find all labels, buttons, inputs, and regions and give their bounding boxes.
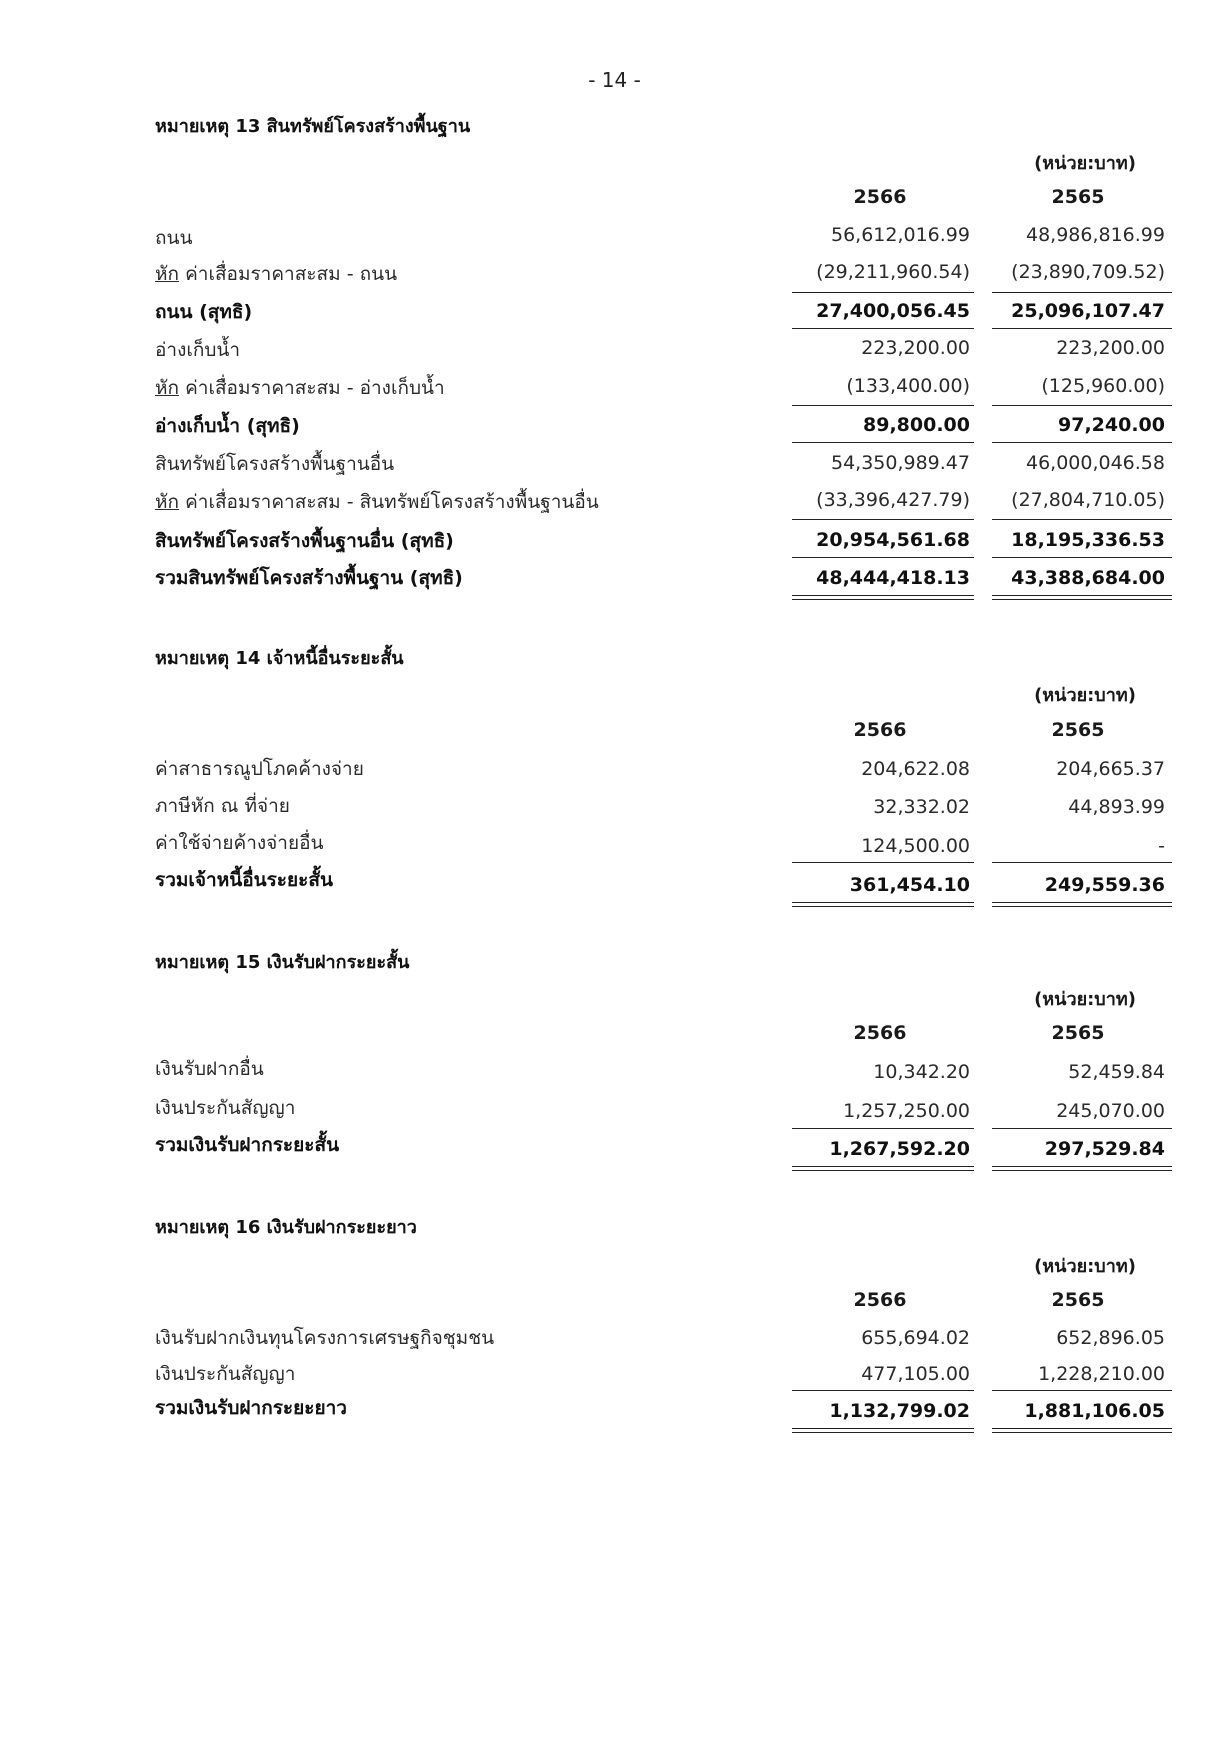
note-14-total-2565: 249,559.36 bbox=[1044, 874, 1165, 896]
note-13-reservoir-2566: 223,200.00 bbox=[861, 337, 970, 359]
note-13-reservoir-2565: 223,200.00 bbox=[1056, 337, 1165, 359]
rule bbox=[792, 442, 974, 443]
note-13-row-other-infra-net: สินทรัพย์โครงสร้างพื้นฐานอื่น (สุทธิ) bbox=[155, 530, 454, 552]
less-prefix: หัก bbox=[155, 377, 180, 399]
note-13-total-2566: 48,444,418.13 bbox=[816, 567, 970, 589]
note-13-row-reservoir-depreciation: หัก ค่าเสื่อมราคาสะสม - อ่างเก็บน้ำ bbox=[155, 377, 445, 399]
rule bbox=[792, 519, 974, 520]
note-14-year-prior: 2565 bbox=[1051, 719, 1105, 741]
note-14-row-other-accrued: ค่าใช้จ่ายค้างจ่ายอื่น bbox=[155, 832, 324, 854]
note-15-row-total: รวมเงินรับฝากระยะสั้น bbox=[155, 1134, 340, 1156]
note-16-community-fund-2566: 655,694.02 bbox=[861, 1327, 970, 1349]
note-13-row-road-depreciation: หัก ค่าเสื่อมราคาสะสม - ถนน bbox=[155, 263, 398, 285]
rule bbox=[792, 292, 974, 293]
rule bbox=[992, 1390, 1172, 1391]
note-13-road-2566: 56,612,016.99 bbox=[830, 224, 970, 246]
note-15-guarantee-2566: 1,257,250.00 bbox=[843, 1100, 970, 1122]
note-13-road-net-2565: 25,096,107.47 bbox=[1011, 300, 1165, 322]
note-14-withholding-2565: 44,893.99 bbox=[1068, 796, 1165, 818]
note-13-row-total: รวมสินทรัพย์โครงสร้างพื้นฐาน (สุทธิ) bbox=[155, 567, 463, 589]
note-14-withholding-2566: 32,332.02 bbox=[873, 796, 970, 818]
note-13-row-other-infra-depreciation: หัก ค่าเสื่อมราคาสะสม - สินทรัพย์โครงสร้างพื้นฐานอื่น bbox=[155, 491, 599, 513]
note-13-row-other-infra: สินทรัพย์โครงสร้างพื้นฐานอื่น bbox=[155, 453, 395, 475]
note-14-other-accrued-2565: - bbox=[1158, 835, 1165, 857]
double-rule bbox=[792, 1166, 974, 1171]
note-13-year-current: 2566 bbox=[853, 186, 907, 208]
note-14-utilities-2566: 204,622.08 bbox=[861, 758, 970, 780]
rule bbox=[992, 405, 1172, 406]
note-13-unit: (หน่วย:บาท) bbox=[1034, 153, 1136, 174]
rule bbox=[992, 519, 1172, 520]
note-14-row-utilities: ค่าสาธารณูปโภคค้างจ่าย bbox=[155, 758, 364, 780]
note-16-year-prior: 2565 bbox=[1051, 1289, 1105, 1311]
rule bbox=[792, 1390, 974, 1391]
double-rule bbox=[992, 1166, 1172, 1171]
note-13-road-net-2566: 27,400,056.45 bbox=[816, 300, 970, 322]
less-prefix: หัก bbox=[155, 263, 180, 285]
note-16-row-contract-guarantee: เงินประกันสัญญา bbox=[155, 1363, 296, 1385]
note-15-unit: (หน่วย:บาท) bbox=[1034, 989, 1136, 1010]
note-13-other-infra-net-2565: 18,195,336.53 bbox=[1011, 529, 1165, 551]
note-16-guarantee-2565: 1,228,210.00 bbox=[1038, 1363, 1165, 1385]
note-14-title: หมายเหตุ 14 เจ้าหนี้อื่นระยะสั้น bbox=[155, 648, 404, 669]
double-rule bbox=[792, 1428, 974, 1433]
double-rule bbox=[792, 902, 974, 907]
note-13-row-reservoir: อ่างเก็บน้ำ bbox=[155, 339, 241, 361]
note-15-total-2566: 1,267,592.20 bbox=[829, 1138, 970, 1160]
rule bbox=[792, 1128, 974, 1129]
note-16-community-fund-2565: 652,896.05 bbox=[1056, 1327, 1165, 1349]
note-16-guarantee-2566: 477,105.00 bbox=[861, 1363, 970, 1385]
rule bbox=[992, 442, 1172, 443]
note-13-road-2565: 48,986,816.99 bbox=[1025, 224, 1165, 246]
rule bbox=[792, 862, 974, 863]
note-15-row-contract-guarantee: เงินประกันสัญญา bbox=[155, 1097, 296, 1119]
note-15-other-deposits-2566: 10,342.20 bbox=[873, 1061, 970, 1083]
rule bbox=[792, 405, 974, 406]
note-13-other-infra-2565: 46,000,046.58 bbox=[1025, 452, 1165, 474]
note-14-row-total: รวมเจ้าหนี้อื่นระยะสั้น bbox=[155, 869, 333, 891]
note-15-year-current: 2566 bbox=[853, 1022, 907, 1044]
note-15-total-2565: 297,529.84 bbox=[1044, 1138, 1165, 1160]
note-13-total-2565: 43,388,684.00 bbox=[1011, 567, 1165, 589]
rule bbox=[992, 557, 1172, 558]
note-16-title: หมายเหตุ 16 เงินรับฝากระยะยาว bbox=[155, 1217, 417, 1238]
note-13-reservoir-net-2565: 97,240.00 bbox=[1058, 414, 1165, 436]
note-13-other-infra-net-2566: 20,954,561.68 bbox=[816, 529, 970, 551]
note-14-row-withholding-tax: ภาษีหัก ณ ที่จ่าย bbox=[155, 795, 290, 817]
note-13-reservoir-net-2566: 89,800.00 bbox=[863, 414, 970, 436]
note-13-road-depr-2565: (23,890,709.52) bbox=[1011, 261, 1165, 283]
note-13-title: หมายเหตุ 13 สินทรัพย์โครงสร้างพื้นฐาน bbox=[155, 116, 471, 137]
double-rule bbox=[992, 1428, 1172, 1433]
note-13-road-depr-2566: (29,211,960.54) bbox=[816, 261, 970, 283]
note-14-utilities-2565: 204,665.37 bbox=[1056, 758, 1165, 780]
rule bbox=[992, 292, 1172, 293]
note-16-year-current: 2566 bbox=[853, 1289, 907, 1311]
rule bbox=[992, 1128, 1172, 1129]
rule bbox=[992, 328, 1172, 329]
note-16-unit: (หน่วย:บาท) bbox=[1034, 1256, 1136, 1277]
note-14-year-current: 2566 bbox=[853, 719, 907, 741]
note-13-row-reservoir-net: อ่างเก็บน้ำ (สุทธิ) bbox=[155, 415, 300, 437]
double-rule bbox=[792, 595, 974, 600]
note-13-other-infra-2566: 54,350,989.47 bbox=[830, 452, 970, 474]
note-13-row-road-net: ถนน (สุทธิ) bbox=[155, 301, 253, 323]
note-16-row-total: รวมเงินรับฝากระยะยาว bbox=[155, 1397, 347, 1419]
rule bbox=[792, 328, 974, 329]
note-13-year-prior: 2565 bbox=[1051, 186, 1105, 208]
less-prefix: หัก bbox=[155, 491, 180, 513]
note-14-other-accrued-2566: 124,500.00 bbox=[861, 835, 970, 857]
note-16-total-2566: 1,132,799.02 bbox=[829, 1400, 970, 1422]
note-13-other-infra-depr-2566: (33,396,427.79) bbox=[816, 489, 970, 511]
note-15-other-deposits-2565: 52,459.84 bbox=[1068, 1061, 1165, 1083]
note-15-year-prior: 2565 bbox=[1051, 1022, 1105, 1044]
note-13-reservoir-depr-2565: (125,960.00) bbox=[1041, 375, 1165, 397]
note-13-row-road: ถนน bbox=[155, 227, 193, 249]
note-16-row-community-fund: เงินรับฝากเงินทุนโครงการเศรษฐกิจชุมชน bbox=[155, 1327, 495, 1349]
page-number: - 14 - bbox=[588, 68, 641, 92]
note-14-unit: (หน่วย:บาท) bbox=[1034, 685, 1136, 706]
double-rule bbox=[992, 902, 1172, 907]
rule bbox=[792, 557, 974, 558]
note-16-total-2565: 1,881,106.05 bbox=[1024, 1400, 1165, 1422]
double-rule bbox=[992, 595, 1172, 600]
rule bbox=[992, 862, 1172, 863]
note-13-reservoir-depr-2566: (133,400.00) bbox=[846, 375, 970, 397]
note-13-other-infra-depr-2565: (27,804,710.05) bbox=[1011, 489, 1165, 511]
note-14-total-2566: 361,454.10 bbox=[849, 874, 970, 896]
note-15-title: หมายเหตุ 15 เงินรับฝากระยะสั้น bbox=[155, 952, 410, 973]
note-15-guarantee-2565: 245,070.00 bbox=[1056, 1100, 1165, 1122]
note-15-row-other-deposits: เงินรับฝากอื่น bbox=[155, 1058, 264, 1080]
